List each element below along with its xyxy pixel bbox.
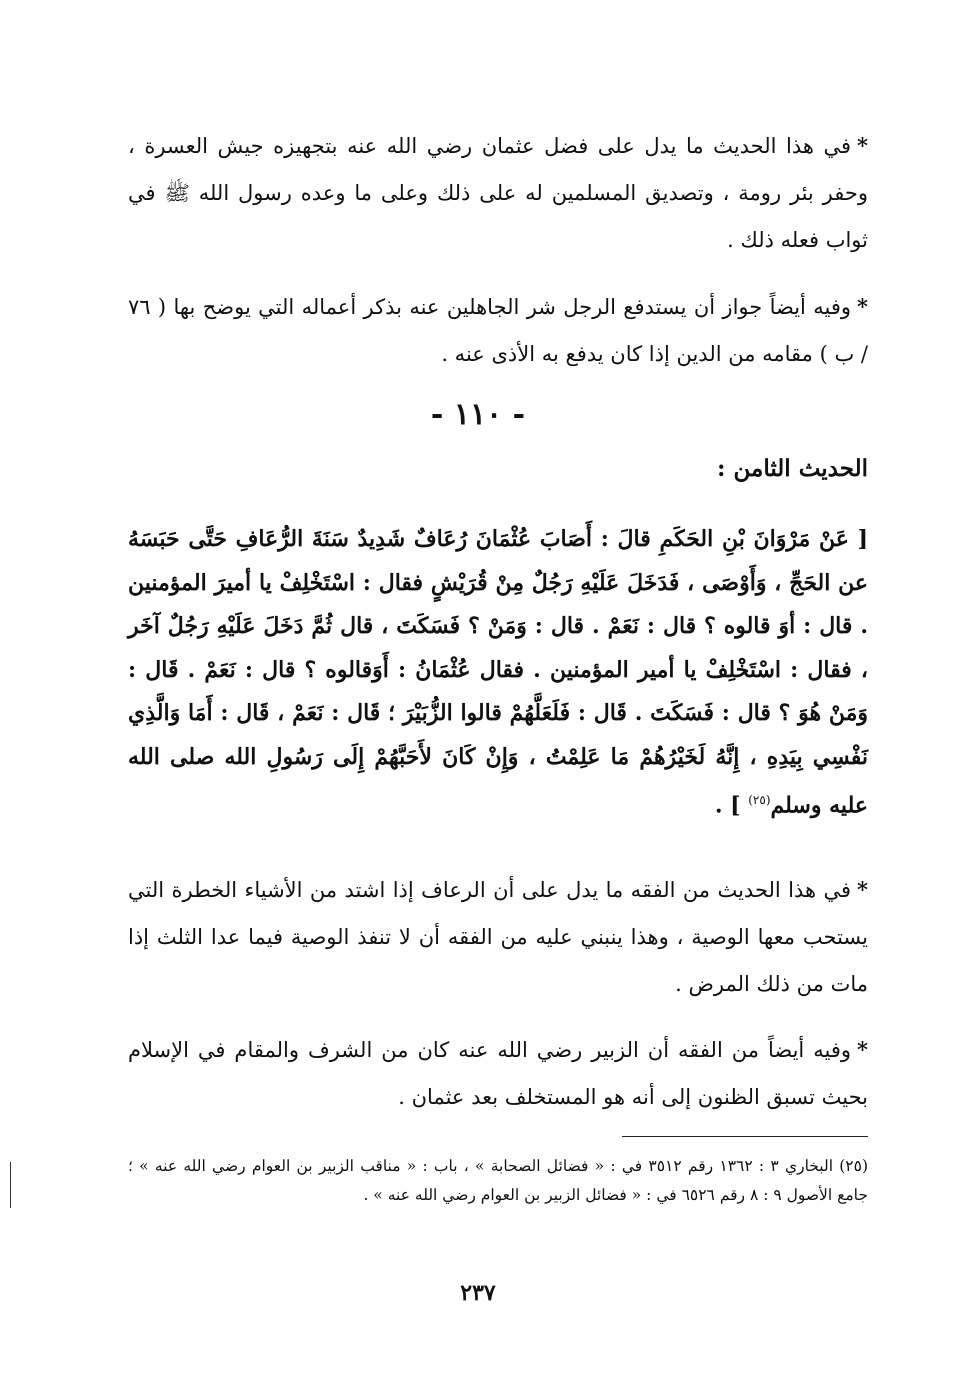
footnote-reference: (٢٥) (748, 793, 771, 807)
paragraph-text: في هذا الحديث ما يدل على فضل عثمان رضي الله عنه بتجهيزه جيش العسرة ، وحفر بئر رومة ، وتصديق المسلمين له على ذلك وعلى ما وعده رسول الله ﷺ في ثواب فعله ذلك . (128, 134, 868, 252)
margin-scan-mark (10, 1162, 11, 1208)
page-number: ٢٣٧ (460, 1280, 496, 1306)
bullet-star-icon: * (857, 294, 868, 319)
hadith-closing-bracket: ] . (714, 792, 749, 819)
hadith-section-number: - ١١٠ - (430, 397, 526, 432)
bullet-star-icon: * (857, 133, 868, 158)
footnote-text: (٢٥) البخاري ٣ : ١٣٦٢ رقم ٣٥١٢ في : « فضائل الصحابة » ، باب : « مناقب الزبير بن العوام رضي الله عنه » ؛ جامع الأصول ٩ : ٨ رقم ٦٥٢٦ في : « فضائل الزبير بن العوام رضي الله عنه » . (128, 1157, 869, 1204)
bullet-star-icon: * (857, 877, 868, 902)
hadith-text (128, 518, 868, 828)
commentary-paragraph-4 (128, 1026, 868, 1121)
paragraph-text: في هذا الحديث من الفقه ما يدل على أن الرعاف إذا اشتد من الأشياء الخطرة التي يستحب معها الوصية ، وهذا ينبني عليه من الفقه أن لا تنفذ الوصية فيما عدا الثلث إذا مات من ذلك المرض . (128, 878, 868, 996)
hadith-heading: الحديث الثامن : (717, 455, 868, 482)
paragraph-text: وفيه أيضاً من الفقه أن الزبير رضي الله عنه كان من الشرف والمقام في الإسلام بحيث تسبق الظنون إلى أنه هو المستخلف بعد عثمان . (128, 1038, 868, 1109)
paragraph-text: وفيه أيضاً جواز أن يستدفع الرجل شر الجاهلين عنه بذكر أعماله التي يوضح بها ( ٧٦ / ب ) مقامه من الدين إذا كان يدفع به الأذى عنه . (128, 295, 868, 366)
commentary-paragraph-2 (128, 283, 868, 378)
commentary-paragraph-3 (128, 866, 868, 1008)
hadith-body: [ عَنْ مَرْوَانَ بْنِ الحَكَمِ قالَ : أَصَابَ عُثْمَانَ رُعَافٌ شَدِيدٌ سَنَةَ الرُّعَافِ حَتَّى حَبَسَهُ عن الحَجِّ ، وَأَوْصَى ، فَدَخَلَ عَلَيْهِ رَجُلٌ مِنْ قُرَيْشٍ فقال : اسْتَخْلِفْ يا أميرَ المؤمنين . قال : أوَ قالوه ؟ قال : نَعَمْ . قال : وَمَنْ ؟ فَسَكَتَ ، قال ثُمَّ دَخَلَ عَلَيْهِ رَجُلٌ آخَر ، فقال : اسْتَخْلِفْ يا أمير المؤمنين . فقال عُثْمَانُ : أَوَقالوه ؟ قال : نَعَمْ . قَال : وَمَنْ هُوَ ؟ قال : فَسَكَتَ . قَال : فَلَعَلَّهُمْ قالوا الزُّبَيْرَ ؛ قَال : نَعَمْ ، قَال : أَمَا وَالَّذِي نَفْسِي بِيَدِهِ ، إِنَّهُ لَخَيْرُهُمْ مَا عَلِمْتُ ، وَإِنْ كَانَ لأَحَبَّهُمْ إِلَى رَسُولِ الله صلى الله عليه وسلم (128, 526, 868, 819)
footnote-separator-rule (622, 1136, 868, 1137)
commentary-paragraph-1 (128, 122, 868, 264)
bullet-star-icon: * (857, 1037, 868, 1062)
